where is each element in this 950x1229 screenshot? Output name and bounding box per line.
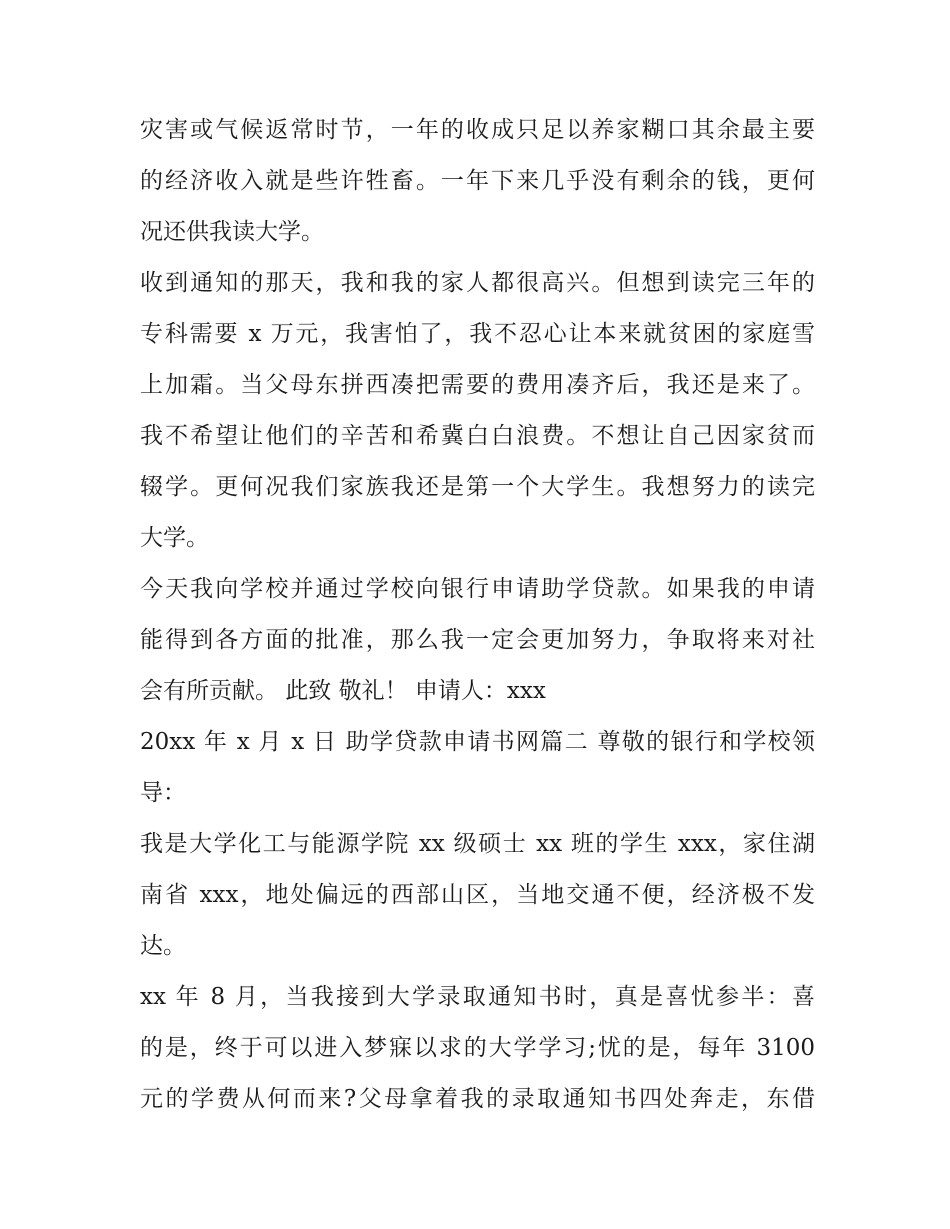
text-line: 的是，终于可以进入梦寐以求的大学学习;忧的是，每年 3100 xyxy=(140,1035,815,1061)
text-line: 会有所贡献。 此致 敬礼！ 申请人：xxx xyxy=(140,678,546,704)
text-line: 收到通知的那天，我和我的家人都很高兴。但想到读完三年的 xyxy=(140,270,815,296)
text-line: 元的学费从何而来?父母拿着我的录取通知书四处奔走，东借 xyxy=(140,1086,815,1112)
text-line: 导： xyxy=(140,780,186,806)
text-line: 今天我向学校并通过学校向银行申请助学贷款。如果我的申请 xyxy=(140,576,815,602)
text-line: 上加霜。当父母东拼西凑把需要的费用凑齐后，我还是来了。 xyxy=(140,372,815,398)
text-line: 20xx 年 x 月 x 日 助学贷款申请书网篇二 尊敬的银行和学校领 xyxy=(140,729,815,755)
document-body xyxy=(140,105,815,1125)
text-line: 况还供我读大学。 xyxy=(140,219,324,245)
text-line: 大学。 xyxy=(140,525,209,551)
text-line: 达。 xyxy=(140,933,186,959)
text-line: 能得到各方面的批准，那么我一定会更加努力，争取将来对社 xyxy=(140,627,815,653)
text-line: 灾害或气候返常时节，一年的收成只足以养家糊口其余最主要 xyxy=(140,117,815,143)
text-line: 我不希望让他们的辛苦和希冀白白浪费。不想让自己因家贫而 xyxy=(140,423,815,449)
text-line: 南省 xxx，地处偏远的西部山区，当地交通不便，经济极不发 xyxy=(140,882,815,908)
text-line: 我是大学化工与能源学院 xx 级硕士 xx 班的学生 xxx，家住湖 xyxy=(140,831,815,857)
text-line: xx 年 8 月，当我接到大学录取通知书时，真是喜忧参半：喜 xyxy=(140,984,815,1010)
text-line: 的经济收入就是些许牲畜。一年下来几乎没有剩余的钱，更何 xyxy=(140,168,815,194)
text-line: 专科需要 x 万元，我害怕了，我不忍心让本来就贫困的家庭雪 xyxy=(140,321,815,347)
text-line: 辍学。更何况我们家族我还是第一个大学生。我想努力的读完 xyxy=(140,474,815,500)
